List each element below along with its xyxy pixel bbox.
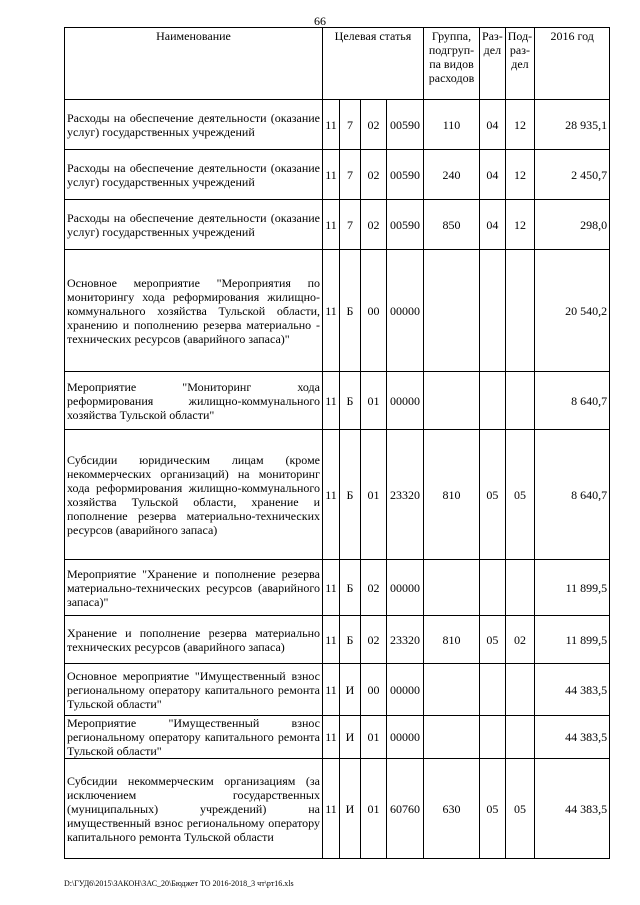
row-article-direction: 00590 — [387, 150, 424, 200]
row-subsection: 05 — [505, 430, 534, 560]
row-group: 810 — [424, 616, 480, 664]
row-name: Мероприятие "Мониторинг хода реформирования жилищно-коммунального хозяйства Тульской области" — [65, 372, 323, 430]
header-section: Раз- дел — [480, 28, 506, 100]
footer-file-path: D:\ГУД6\2015\ЗАКОН\ЗАС_20\Бюджет ТО 2016-2018_3 чт\рт16.xls — [64, 879, 294, 888]
row-article-program: 11 — [323, 664, 340, 716]
table-row — [65, 100, 610, 150]
row-article-subprogram: Б — [340, 616, 361, 664]
table-row — [65, 430, 610, 560]
row-group: 810 — [424, 430, 480, 560]
row-article-event: 02 — [361, 100, 387, 150]
row-article-program: 11 — [323, 150, 340, 200]
row-article-direction: 00590 — [387, 100, 424, 150]
row-section — [480, 250, 506, 372]
row-amount: 11 899,5 — [535, 560, 610, 616]
row-subsection — [505, 716, 534, 759]
row-amount: 8 640,7 — [535, 372, 610, 430]
row-subsection: 12 — [505, 200, 534, 250]
row-section: 05 — [480, 616, 506, 664]
row-group: 850 — [424, 200, 480, 250]
table-row — [65, 664, 610, 716]
row-name: Мероприятие "Имущественный взнос региональному оператору капитального ремонта Тульской области" — [65, 716, 323, 759]
header-target-article: Целевая статья — [323, 28, 424, 100]
row-article-event: 00 — [361, 250, 387, 372]
row-name: Основное мероприятие "Имущественный взнос региональному оператору капитального ремонта Тульской области" — [65, 664, 323, 716]
header-year: 2016 год — [535, 28, 610, 100]
row-article-direction: 00000 — [387, 560, 424, 616]
row-name: Основное мероприятие "Мероприятия по мониторингу хода реформирования жилищно-коммунального хозяйства Тульской области, хранению и пополнению резерва материально - технических ресурсов (аварийного запаса)" — [65, 250, 323, 372]
row-article-program: 11 — [323, 372, 340, 430]
row-group: 630 — [424, 759, 480, 859]
row-subsection: 05 — [505, 759, 534, 859]
row-article-event: 02 — [361, 560, 387, 616]
row-article-direction: 00000 — [387, 664, 424, 716]
row-name: Расходы на обеспечение деятельности (оказание услуг) государственных учреждений — [65, 150, 323, 200]
budget-table — [64, 27, 610, 859]
row-article-direction: 00000 — [387, 372, 424, 430]
row-article-event: 01 — [361, 430, 387, 560]
row-subsection — [505, 250, 534, 372]
row-name: Субсидии некоммерческим организациям (за исключением государственных (муниципальных) учреждений) на имущественный взнос региональному оператору капитального ремонта Тульской области — [65, 759, 323, 859]
table-row — [65, 560, 610, 616]
row-article-program: 11 — [323, 759, 340, 859]
row-article-program: 11 — [323, 616, 340, 664]
row-article-event: 01 — [361, 372, 387, 430]
row-name: Расходы на обеспечение деятельности (оказание услуг) государственных учреждений — [65, 100, 323, 150]
row-article-subprogram: 7 — [340, 150, 361, 200]
row-amount: 44 383,5 — [535, 716, 610, 759]
row-article-event: 02 — [361, 150, 387, 200]
row-article-direction: 23320 — [387, 616, 424, 664]
row-amount: 44 383,5 — [535, 759, 610, 859]
row-group — [424, 716, 480, 759]
row-amount: 44 383,5 — [535, 664, 610, 716]
row-subsection: 12 — [505, 150, 534, 200]
row-section — [480, 372, 506, 430]
row-article-direction: 00000 — [387, 716, 424, 759]
row-section: 05 — [480, 759, 506, 859]
row-subsection — [505, 664, 534, 716]
row-name: Расходы на обеспечение деятельности (оказание услуг) государственных учреждений — [65, 200, 323, 250]
row-section: 04 — [480, 100, 506, 150]
row-article-subprogram: И — [340, 664, 361, 716]
table-row — [65, 759, 610, 859]
row-article-event: 00 — [361, 664, 387, 716]
row-article-subprogram: Б — [340, 430, 361, 560]
row-group — [424, 372, 480, 430]
row-amount: 28 935,1 — [535, 100, 610, 150]
row-section — [480, 560, 506, 616]
row-amount: 8 640,7 — [535, 430, 610, 560]
row-group: 110 — [424, 100, 480, 150]
row-article-subprogram: И — [340, 716, 361, 759]
row-article-event: 02 — [361, 616, 387, 664]
row-article-event: 01 — [361, 716, 387, 759]
row-article-subprogram: Б — [340, 560, 361, 616]
table-row — [65, 616, 610, 664]
row-article-program: 11 — [323, 430, 340, 560]
row-article-event: 01 — [361, 759, 387, 859]
row-article-direction: 23320 — [387, 430, 424, 560]
row-article-program: 11 — [323, 100, 340, 150]
row-article-direction: 00590 — [387, 200, 424, 250]
row-subsection — [505, 372, 534, 430]
row-subsection: 02 — [505, 616, 534, 664]
row-section: 04 — [480, 150, 506, 200]
row-section: 04 — [480, 200, 506, 250]
row-name: Субсидии юридическим лицам (кроме некоммерческих организаций) на мониторинг хода реформирования жилищно-коммунального хозяйства Тульской области, хранение и пополнение резерва материально-технических ресурсов (аварийного запаса) — [65, 430, 323, 560]
row-section: 05 — [480, 430, 506, 560]
row-name: Мероприятие "Хранение и пополнение резерва материально-технических ресурсов (аварийного запаса)" — [65, 560, 323, 616]
row-article-subprogram: 7 — [340, 200, 361, 250]
header-name: Наименование — [65, 28, 323, 100]
header-subsection: Под- раз- дел — [505, 28, 534, 100]
row-article-subprogram: Б — [340, 372, 361, 430]
row-group — [424, 560, 480, 616]
row-amount: 11 899,5 — [535, 616, 610, 664]
row-article-program: 11 — [323, 560, 340, 616]
row-article-direction: 60760 — [387, 759, 424, 859]
header-group: Группа, подгруп- па видов расходов — [424, 28, 480, 100]
row-amount: 20 540,2 — [535, 250, 610, 372]
page-number: 66 — [314, 14, 326, 28]
row-article-program: 11 — [323, 200, 340, 250]
table-row — [65, 716, 610, 759]
row-article-event: 02 — [361, 200, 387, 250]
row-amount: 298,0 — [535, 200, 610, 250]
table-row — [65, 150, 610, 200]
row-article-program: 11 — [323, 250, 340, 372]
table-row — [65, 250, 610, 372]
row-section — [480, 716, 506, 759]
row-article-program: 11 — [323, 716, 340, 759]
row-section — [480, 664, 506, 716]
row-article-subprogram: 7 — [340, 100, 361, 150]
table-row — [65, 372, 610, 430]
row-article-subprogram: И — [340, 759, 361, 859]
row-group — [424, 664, 480, 716]
row-article-direction: 00000 — [387, 250, 424, 372]
row-article-subprogram: Б — [340, 250, 361, 372]
row-amount: 2 450,7 — [535, 150, 610, 200]
row-subsection — [505, 560, 534, 616]
row-group — [424, 250, 480, 372]
row-name: Хранение и пополнение резерва материально технических ресурсов (аварийного запаса) — [65, 616, 323, 664]
row-subsection: 12 — [505, 100, 534, 150]
header-row — [65, 28, 610, 100]
table-row — [65, 200, 610, 250]
row-group: 240 — [424, 150, 480, 200]
